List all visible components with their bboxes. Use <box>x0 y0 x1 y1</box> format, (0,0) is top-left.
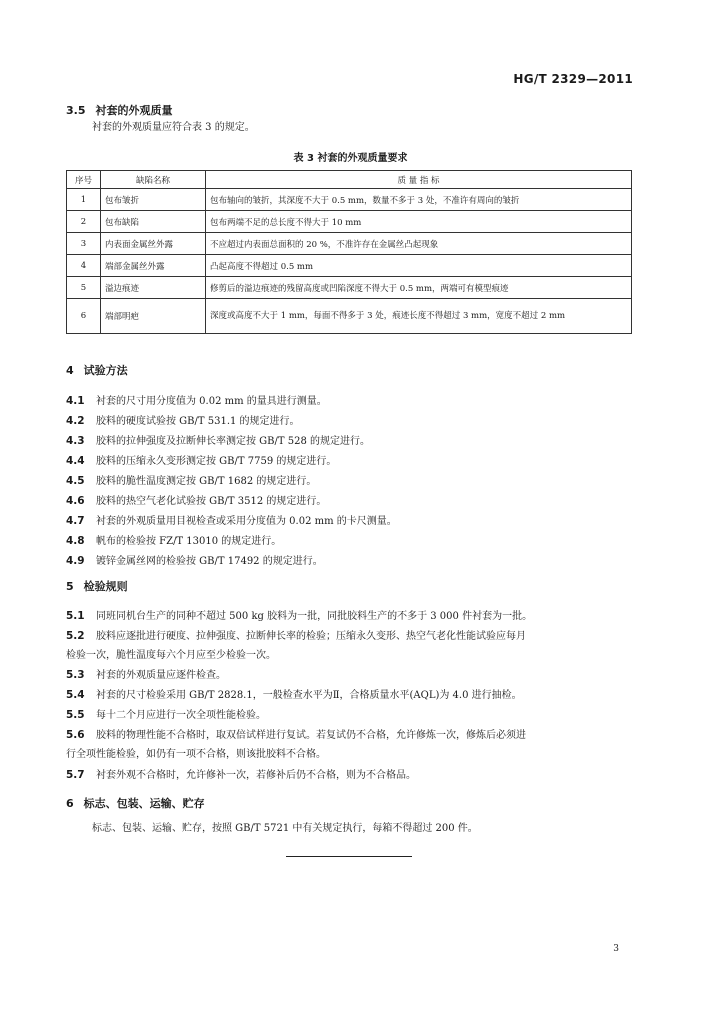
defects-table <box>66 170 632 334</box>
column-header: 质 量 指 标 <box>206 171 632 189</box>
defect-name: 内表面金属丝外露 <box>101 233 206 255</box>
clause-number: 4.5 <box>66 475 85 487</box>
clause-number: 4.1 <box>66 395 85 407</box>
defect-name: 溢边痕迹 <box>101 277 206 299</box>
table-row <box>67 255 632 277</box>
clause-number: 5.2 <box>66 630 85 642</box>
section-number: 6 <box>66 797 74 810</box>
clause-5-6-continuation: 行全项性能检验，如仍有一项不合格，则该批胶料不合格。 <box>66 749 326 760</box>
quality-requirement: 包布轴向的皱折，其深度不大于 0.5 mm，数量不多于 3 处，不准许有周向的皱折 <box>206 189 632 211</box>
clause-number: 4.8 <box>66 535 85 547</box>
section-6-text: 标志、包装、运输、贮存，按照 GB/T 5721 中有关规定执行，每箱不得超过 200 件。 <box>92 823 478 834</box>
clause-text: 衬套的尺寸检验采用 GB/T 2828.1，一般检查水平为Ⅱ，合格质量水平(AQL)为 4.0 进行抽检。 <box>96 690 522 701</box>
standard-code: HG/T 2329—2011 <box>513 72 633 86</box>
clause-5-7 <box>66 766 416 781</box>
table-row <box>67 299 632 334</box>
clause-text: 帆布的检验按 FZ/T 13010 的规定进行。 <box>96 536 282 547</box>
end-rule <box>286 856 412 857</box>
clause-4-2 <box>66 412 300 427</box>
clause-5-6 <box>66 726 526 741</box>
section-title: 检验规则 <box>83 580 128 593</box>
clause-text: 胶料的压缩永久变形测定按 GB/T 7759 的规定进行。 <box>96 456 337 467</box>
table-row <box>67 233 632 255</box>
clause-text: 衬套的外观质量应逐件检查。 <box>96 670 226 681</box>
clause-5-4 <box>66 686 522 701</box>
clause-text: 胶料的拉伸强度及拉断伸长率测定按 GB/T 528 的规定进行。 <box>96 436 370 447</box>
table-row <box>67 277 632 299</box>
clause-number: 5.1 <box>66 610 85 622</box>
clause-4-8 <box>66 532 281 547</box>
table-caption: 表 3 衬套的外观质量要求 <box>293 153 408 164</box>
clause-5-3 <box>66 666 226 681</box>
clause-number: 4.2 <box>66 415 85 427</box>
clause-text: 胶料的硬度试验按 GB/T 531.1 的规定进行。 <box>96 416 300 427</box>
quality-requirement: 包布两端不足的总长度不得大于 10 mm <box>206 211 632 233</box>
section-3-5-text: 衬套的外观质量应符合表 3 的规定。 <box>92 122 255 133</box>
clause-4-9 <box>66 552 323 567</box>
column-header: 序号 <box>67 171 101 189</box>
clause-5-2-continuation: 检验一次，脆性温度每六个月应至少检验一次。 <box>66 650 276 661</box>
section-4-heading <box>66 362 128 378</box>
clause-text: 衬套的尺寸用分度值为 0.02 mm 的量具进行测量。 <box>96 396 327 407</box>
column-header: 缺陷名称 <box>101 171 206 189</box>
clause-number: 4.3 <box>66 435 85 447</box>
table-row <box>67 189 632 211</box>
section-5-heading <box>66 578 128 594</box>
section-number: 3.5 <box>66 104 86 117</box>
clause-text: 胶料的物理性能不合格时，取双倍试样进行复试。若复试仍不合格，允许修炼一次，修炼后必须进 <box>96 730 526 741</box>
section-title: 标志、包装、运输、贮存 <box>83 797 205 810</box>
clause-number: 5.5 <box>66 709 85 721</box>
clause-text: 每十二个月应进行一次全项性能检验。 <box>96 710 266 721</box>
clause-number: 4.4 <box>66 455 85 467</box>
section-title: 衬套的外观质量 <box>95 104 173 117</box>
clause-text: 衬套的外观质量用目视检查或采用分度值为 0.02 mm 的卡尺测量。 <box>96 516 397 527</box>
clause-number: 5.4 <box>66 689 85 701</box>
clause-number: 5.6 <box>66 729 85 741</box>
clause-text: 胶料的热空气老化试验按 GB/T 3512 的规定进行。 <box>96 496 327 507</box>
defect-name: 包布缺陷 <box>101 211 206 233</box>
clause-4-1 <box>66 392 327 407</box>
clause-4-7 <box>66 512 397 527</box>
table-row <box>67 211 632 233</box>
clause-5-1 <box>66 607 532 622</box>
section-number: 4 <box>66 364 74 377</box>
page-number: 3 <box>613 944 619 954</box>
clause-text: 镀锌金属丝网的检验按 GB/T 17492 的规定进行。 <box>96 556 323 567</box>
clause-number: 4.6 <box>66 495 85 507</box>
row-number: 5 <box>67 277 101 299</box>
quality-requirement: 凸起高度不得超过 0.5 mm <box>206 255 632 277</box>
quality-requirement: 深度或高度不大于 1 mm，每面不得多于 3 处，痕迹长度不得超过 3 mm，宽度不超过 2 mm <box>206 299 632 334</box>
defect-name: 端部金属丝外露 <box>101 255 206 277</box>
clause-4-5 <box>66 472 316 487</box>
clause-4-6 <box>66 492 326 507</box>
clause-number: 5.7 <box>66 769 85 781</box>
row-number: 4 <box>67 255 101 277</box>
clause-text: 同班同机台生产的同种不超过 500 kg 胶料为一批，同批胶料生产的不多于 3 000 件衬套为一批。 <box>96 611 533 622</box>
quality-requirement: 不应超过内表面总面积的 20 %，不准许存在金属丝凸起现象 <box>206 233 632 255</box>
clause-text: 衬套外观不合格时，允许修补一次，若修补后仍不合格，则为不合格品。 <box>96 770 416 781</box>
row-number: 3 <box>67 233 101 255</box>
clause-4-4 <box>66 452 336 467</box>
row-number: 2 <box>67 211 101 233</box>
clause-5-5 <box>66 706 266 721</box>
clause-number: 5.3 <box>66 669 85 681</box>
section-6-heading <box>66 795 205 811</box>
clause-number: 4.7 <box>66 515 85 527</box>
clause-4-3 <box>66 432 370 447</box>
section-3-5-heading <box>66 102 173 118</box>
clause-5-2 <box>66 627 526 642</box>
row-number: 1 <box>67 189 101 211</box>
table-header-row <box>67 171 632 189</box>
clause-number: 4.9 <box>66 555 85 567</box>
quality-requirement: 修剪后的溢边痕迹的残留高度或凹陷深度不得大于 0.5 mm，两端可有模型痕迹 <box>206 277 632 299</box>
clause-text: 胶料的脆性温度测定按 GB/T 1682 的规定进行。 <box>96 476 317 487</box>
clause-text: 胶料应逐批进行硬度、拉伸强度、拉断伸长率的检验；压缩永久变形、热空气老化性能试验应每月 <box>96 631 526 642</box>
defect-name: 包布皱折 <box>101 189 206 211</box>
row-number: 6 <box>67 299 101 334</box>
section-title: 试验方法 <box>83 364 128 377</box>
section-number: 5 <box>66 580 74 593</box>
defect-name: 端部明疤 <box>101 299 206 334</box>
